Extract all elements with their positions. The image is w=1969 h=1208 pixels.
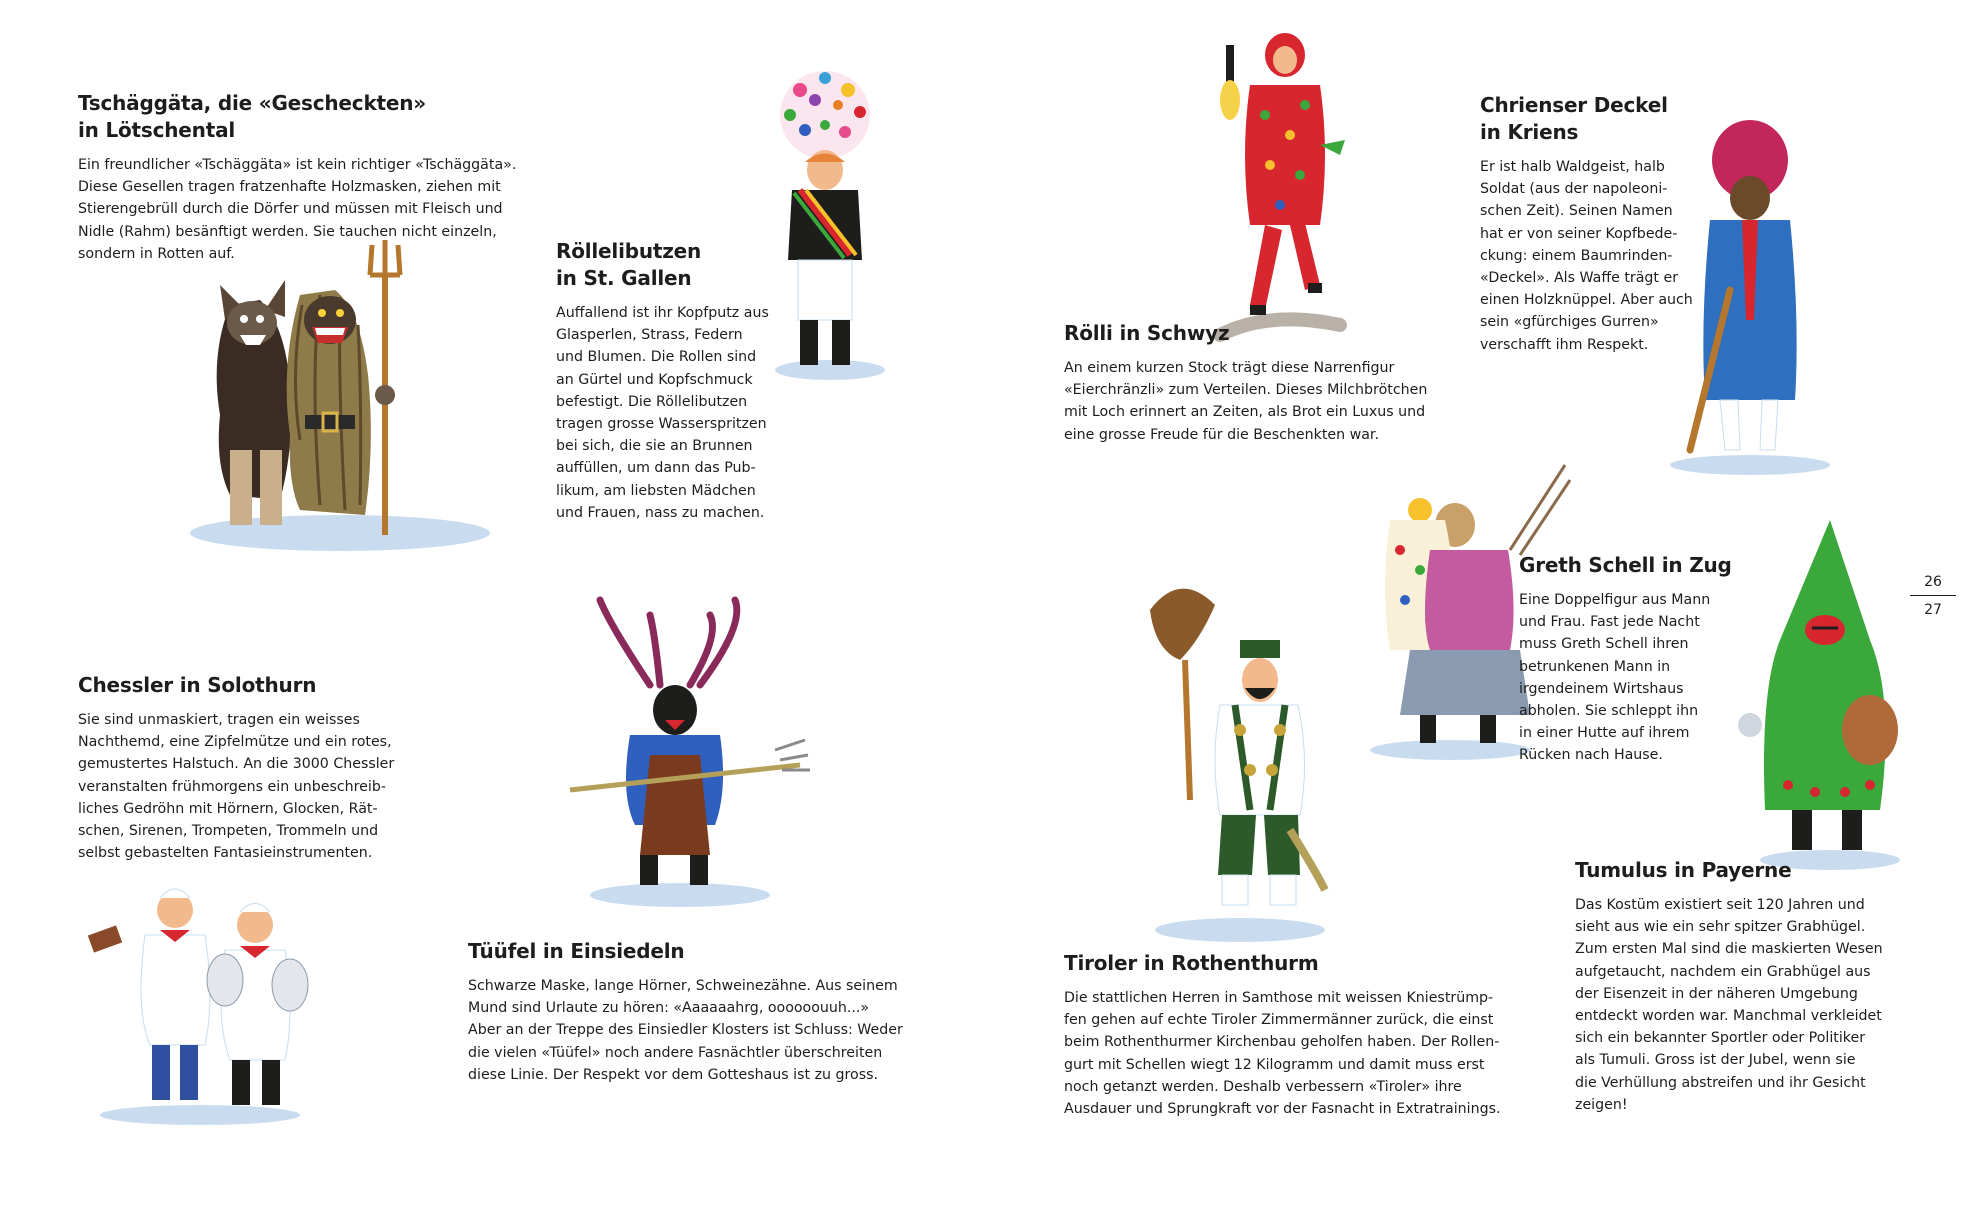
title-line: in Lötschental (78, 118, 236, 142)
text-line: und Blumen. Die Rollen sind (556, 349, 757, 366)
entry-text (1064, 357, 1464, 446)
text-line: sondern in Rotten auf. (78, 245, 235, 262)
entry-text (468, 975, 928, 1086)
text-line: Eine Doppelfigur aus Mann (1519, 592, 1711, 608)
tueuefel-illustration (570, 595, 810, 915)
entry-title (1519, 552, 1749, 579)
text-line: noch getanzt werden. Deshalb verbessern «Tiroler» ihre (1064, 1078, 1462, 1095)
title-line: Tiroler in Rothenthurm (1064, 951, 1319, 975)
text-line: schen Zeit). Seinen Namen (1480, 203, 1673, 220)
text-line: befestigt. Die Röllelibutzen (556, 393, 748, 410)
page-number-divider (1910, 595, 1956, 596)
text-line: und Frau. Fast jede Nacht (1519, 614, 1700, 631)
text-line: die Verhüllung abstreifen und ihr Gesicht (1575, 1074, 1866, 1091)
text-line: beim Rothenthurmer Kirchenbau geholfen haben. Der Rollen- (1064, 1034, 1500, 1051)
text-line: «Eierchränzli» zum Verteilen. Dieses Milchbrötchen (1064, 382, 1428, 399)
text-line: gemustertes Halstuch. An die 3000 Chessler (78, 756, 395, 773)
text-line: liches Gedröhn mit Hörnern, Glocken, Rät- (78, 800, 378, 817)
entry-tumulus (1575, 857, 1915, 1116)
text-line: in einer Hutte auf ihrem (1519, 725, 1690, 742)
page-number-right: 27 (1924, 602, 1942, 618)
text-line: Auffallend ist ihr Kopfputz aus (556, 305, 769, 321)
title-line: in Kriens (1480, 120, 1579, 144)
title-line: Tumulus in Payerne (1575, 858, 1792, 882)
text-line: Zum ersten Mal sind die maskierten Wesen (1575, 941, 1883, 958)
entry-tschaeggaeta (78, 90, 518, 265)
text-line: selbst gebastelten Fantasieinstrumenten. (78, 845, 373, 862)
text-line: schen, Sirenen, Trompeten, Trommeln und (78, 823, 379, 840)
text-line: Stierengebrüll durch die Dörfer und müssen mit Fleisch und (78, 201, 503, 218)
text-line: auffüllen, um dann das Pub- (556, 460, 756, 477)
text-line: der Eisenzeit in der näheren Umgebung (1575, 985, 1858, 1002)
entry-text (1480, 156, 1710, 356)
text-line: abholen. Sie schleppt ihn (1519, 703, 1699, 720)
text-line: irgendeinem Wirtshaus (1519, 680, 1684, 697)
entry-title (1064, 950, 1534, 977)
title-line: Tüüfel in Einsiedeln (468, 939, 685, 963)
text-line: an Gürtel und Kopfschmuck (556, 371, 753, 388)
text-line: Glasperlen, Strass, Federn (556, 327, 743, 344)
text-line: Ausdauer und Sprungkraft vor der Fasnacht in Extratrainings. (1064, 1101, 1501, 1118)
page-number-left: 26 (1924, 574, 1942, 590)
text-line: Er ist halb Waldgeist, halb (1480, 159, 1665, 175)
tschaeggaeta-illustration (190, 265, 500, 565)
entry-roelli (1064, 320, 1464, 446)
text-line: diese Linie. Der Respekt vor dem Gotteshaus ist zu gross. (468, 1066, 879, 1083)
entry-text (1519, 589, 1749, 767)
tiroler-illustration (1140, 570, 1330, 950)
entry-text (556, 302, 786, 524)
entry-text (78, 709, 478, 864)
text-line: einen Holzknüppel. Aber auch (1480, 292, 1693, 309)
title-line: Greth Schell in Zug (1519, 553, 1732, 577)
text-line: Diese Gesellen tragen fratzenhafte Holzmasken, ziehen mit (78, 179, 501, 196)
text-line: Schwarze Maske, lange Hörner, Schweinezähne. Aus seinem (468, 978, 898, 994)
text-line: Ein freundlicher «Tschäggäta» ist kein richtiger «Tschäggäta». (78, 157, 517, 173)
title-line: Tschäggäta, die «Gescheckten» (78, 91, 427, 115)
chessler-illustration (90, 880, 340, 1130)
text-line: Mund sind Urlaute zu hören: «Aaaaaahrg, oooooouuh...» (468, 1000, 870, 1017)
entry-title (1480, 92, 1710, 146)
text-line: eine grosse Freude für die Beschenkten war. (1064, 426, 1379, 443)
text-line: mit Loch erinnert an Zeiten, als Brot ein Luxus und (1064, 404, 1426, 421)
text-line: «Deckel». Als Waffe trägt er (1480, 270, 1679, 287)
text-line: entdeckt worden war. Manchmal verkleidet (1575, 1008, 1882, 1025)
text-line: die vielen «Tüüfel» noch andere Fasnächtler überschreiten (468, 1044, 883, 1061)
text-line: likum, am liebsten Mädchen (556, 482, 756, 499)
text-line: Die stattlichen Herren in Samthose mit weissen Kniestrümp- (1064, 990, 1494, 1006)
title-line: Chrienser Deckel (1480, 93, 1668, 117)
entry-title (1575, 857, 1915, 884)
entry-text (1064, 987, 1534, 1120)
text-line: Sie sind unmaskiert, tragen ein weisses (78, 712, 360, 728)
text-line: und Frauen, nass zu machen. (556, 504, 765, 521)
text-line: veranstalten frühmorgens ein unbeschreib- (78, 778, 386, 795)
entry-title (468, 938, 928, 965)
text-line: Aber an der Treppe des Einsiedler Klosters ist Schluss: Weder (468, 1022, 903, 1039)
entry-title (556, 238, 786, 292)
title-line: Röllelibutzen (556, 239, 702, 263)
text-line: Rücken nach Hause. (1519, 747, 1663, 764)
text-line: als Tumuli. Gross ist der Jubel, wenn sie (1575, 1052, 1856, 1069)
roellelibutzen-illustration (770, 70, 890, 390)
text-line: bei sich, die sie an Brunnen (556, 438, 753, 455)
entry-title (78, 672, 478, 699)
entry-chessler (78, 672, 478, 864)
text-line: betrunkenen Mann in (1519, 658, 1671, 675)
entry-tiroler (1064, 950, 1534, 1120)
text-line: aufgetaucht, nachdem ein Grabhügel aus (1575, 963, 1871, 980)
text-line: sein «gfürchiges Gurren» (1480, 314, 1659, 331)
title-line: Chessler in Solothurn (78, 673, 317, 697)
entry-title (1064, 320, 1464, 347)
text-line: sich ein bekannter Sportler oder Politiker (1575, 1030, 1866, 1047)
text-line: Soldat (aus der napoleoni- (1480, 181, 1668, 198)
text-line: zeigen! (1575, 1096, 1628, 1113)
text-line: sieht aus wie ein sehr spitzer Grabhügel. (1575, 919, 1866, 936)
text-line: fen gehen auf echte Tiroler Zimmermänner zurück, die einst (1064, 1012, 1494, 1029)
entry-roellelibutzen (556, 238, 786, 524)
text-line: Nidle (Rahm) besänftigt werden. Sie tauchen nicht einzeln, (78, 223, 497, 240)
entry-chrienser (1480, 92, 1710, 356)
entry-text (1575, 894, 1915, 1116)
title-line: Rölli in Schwyz (1064, 321, 1230, 345)
text-line: Das Kostüm existiert seit 120 Jahren und (1575, 897, 1865, 913)
title-line: in St. Gallen (556, 266, 692, 290)
text-line: hat er von seiner Kopfbede- (1480, 225, 1678, 242)
text-line: gurt mit Schellen wiegt 12 Kilogramm und damit muss erst (1064, 1056, 1485, 1073)
text-line: Nachthemd, eine Zipfelmütze und ein rotes, (78, 734, 392, 751)
roelli-illustration (1210, 25, 1350, 345)
text-line: tragen grosse Wasserspritzen (556, 416, 767, 433)
entry-greth (1519, 552, 1749, 767)
entry-text (78, 154, 518, 265)
text-line: muss Greth Schell ihren (1519, 636, 1689, 653)
text-line: An einem kurzen Stock trägt diese Narrenfigur (1064, 360, 1395, 376)
page-numbers (1908, 574, 1958, 618)
text-line: ckung: einem Baumrinden- (1480, 247, 1673, 264)
text-line: verschafft ihm Respekt. (1480, 336, 1649, 353)
entry-tueuefel (468, 938, 928, 1086)
entry-title (78, 90, 518, 144)
